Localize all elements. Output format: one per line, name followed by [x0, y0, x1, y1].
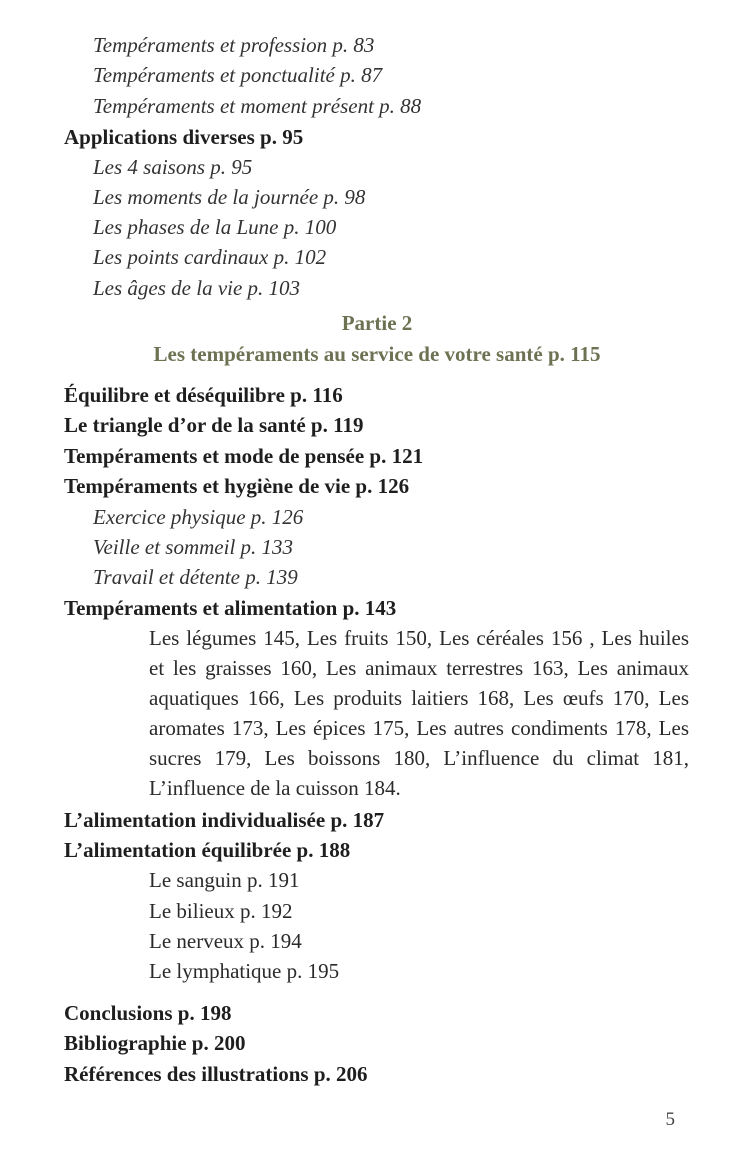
page-number: 5	[665, 1109, 675, 1130]
part-title: Partie 2	[341, 311, 413, 335]
toc-entry: Les 4 saisons p. 95	[93, 155, 253, 179]
toc-section-heading: Le triangle d’or de la santé p. 119	[64, 413, 364, 437]
toc-entry: Le sanguin p. 191	[149, 868, 300, 892]
toc-entry: Les moments de la journée p. 98	[93, 185, 366, 209]
part-subtitle: Les tempéraments au service de votre santé p. 115	[153, 342, 601, 366]
toc-entry: Veille et sommeil p. 133	[93, 535, 294, 559]
toc-entry: Exercice physique p. 126	[93, 505, 304, 529]
toc-entry: Travail et détente p. 139	[93, 565, 298, 589]
toc-section-heading: Tempéraments et alimentation p. 143	[64, 596, 397, 620]
toc-entry: Les points cardinaux p. 102	[93, 245, 327, 269]
toc-section-heading: L’alimentation individualisée p. 187	[64, 808, 385, 832]
toc-entry: Les âges de la vie p. 103	[93, 276, 301, 300]
toc-section-heading: L’alimentation équilibrée p. 188	[64, 838, 351, 862]
toc-section-heading: Tempéraments et mode de pensée p. 121	[64, 444, 424, 468]
toc-entry: Tempéraments et profession p. 83	[93, 33, 375, 57]
toc-entry: Le nerveux p. 194	[149, 929, 302, 953]
toc-section-heading: Bibliographie p. 200	[64, 1031, 246, 1055]
toc-section-heading: Tempéraments et hygiène de vie p. 126	[64, 474, 410, 498]
alimentation-subtopics: Les légumes 145, Les fruits 150, Les céréales 156 , Les huiles et les graisses 160, Les animaux terrestres 163, Les animaux aquatiques 166, Les produits laitiers 168, Les œufs 170, Les aromates 173, Les épices 175, Les autres condiments 178, Les sucres 179, Les boissons 180, L’influence du climat 181, L’influence de la cuisson 184.	[149, 626, 689, 800]
toc-section-heading: Conclusions p. 198	[64, 1001, 232, 1025]
toc-entry: Tempéraments et ponctualité p. 87	[93, 63, 383, 87]
toc-section-heading: Références des illustrations p. 206	[64, 1062, 368, 1086]
toc-section-heading: Applications diverses p. 95	[64, 125, 304, 149]
toc-entry: Le lymphatique p. 195	[149, 959, 340, 983]
toc-section-heading: Équilibre et déséquilibre p. 116	[64, 383, 343, 407]
toc-entry: Les phases de la Lune p. 100	[93, 215, 337, 239]
toc-entry: Le bilieux p. 192	[149, 899, 293, 923]
toc-entry: Tempéraments et moment présent p. 88	[93, 94, 422, 118]
